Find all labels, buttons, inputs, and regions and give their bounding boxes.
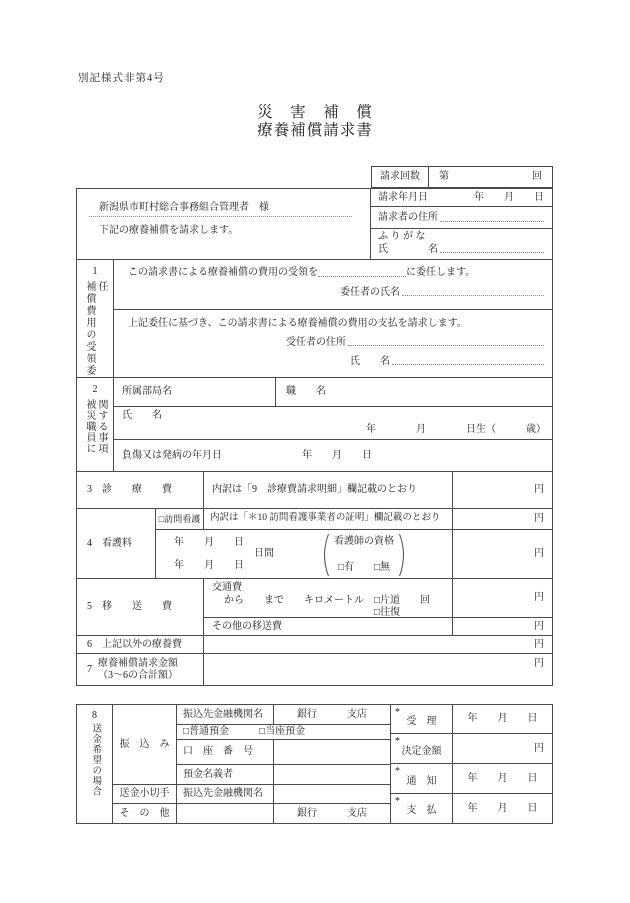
section-2-label-cell [77,378,114,471]
one-way-checkbox: □片道 回 [374,595,431,606]
section-7-label-line1: 療養補償請求金額 [98,657,178,669]
claim-count-box [371,166,553,188]
care-days: 日間 [254,548,274,559]
section-5-label: 5 移 送 費 [77,579,204,635]
office-payment-label: 支 払 [406,805,437,816]
other-transport-label: その他の移送費 [204,618,453,635]
form-title [0,104,630,140]
delegator-name-label: 委任者の氏名 [340,287,400,298]
section-2-side-label-right: 関する事項 [96,399,107,454]
section-1-side-label: 補償費用の受領委任 [84,281,107,377]
claimant-address-label: 請求者の住所 [378,211,438,223]
left-paren-icon [319,533,330,577]
section-3 [77,472,552,509]
addressee: 新潟県市町村総合事務組合管理者 様 [89,202,352,217]
addressee-cell [77,189,371,259]
dotted-line [348,337,544,346]
claim-count-prefix: 第 [439,171,449,182]
bank-detail-column [177,705,391,823]
payment-request-row [114,310,552,377]
section-5b-amount: 円 [534,620,544,632]
method-furikomi: 振 込 み [113,705,176,785]
visit-care-checkbox: □訪問看護 [156,509,204,529]
payment-statement: 上記委任に基づき、この請求書による療養補償の費用の支払を請求します。 [128,318,467,329]
claim-count-label: 請求回数 [372,167,429,187]
delegatee-address-label: 受任者の住所 [286,337,346,348]
office-payment-date: 年 月 日 [467,802,538,814]
injury-date-units: 年 月 日 [302,449,372,461]
account-number-field [274,740,390,764]
section-3-amount: 円 [534,484,544,495]
claimant-name-row [371,229,552,259]
remittance-table [76,704,553,824]
position-cell: 職 名 [286,386,326,397]
check-bank-field [274,785,390,803]
section-2-number: 2 [92,384,98,395]
office-receipt-cell [391,705,452,734]
claim-date-units: 年 月 日 [474,191,544,203]
section-4-label: 4 看護料 [77,509,156,578]
nurse-qualification-label: 看護師の資格 [334,536,394,547]
office-notice-label: 通 知 [406,776,437,787]
dotted-line [440,244,544,253]
birth-date-units: 年 月 日生（ 歳） [366,424,546,435]
care-date-to: 年 月 日 [174,560,244,571]
title-line-1: 災 害 補 償 [257,104,373,121]
dotted-line [440,213,544,222]
section-5a-amount: 円 [534,592,544,603]
asterisk: * [395,736,400,747]
claimant-block [371,189,552,259]
method-check: 送金小切手 [113,785,176,804]
section-6 [77,636,552,654]
right-paren-icon [398,533,409,577]
header-block [77,189,552,260]
claim-count-value [429,167,552,187]
account-holder-label: 預金名義者 [177,765,274,784]
furigana-label: ふ り が な [378,231,426,242]
asterisk: * [395,707,400,718]
method-other: そ の 他 [119,807,170,819]
section-4a-amount: 円 [534,513,544,524]
doc-number: 別記様式非第4号 [78,73,165,84]
office-notice-cell [391,764,452,794]
section-6-label: 6 上記以外の療養費 [77,636,204,653]
section-7-amount: 円 [534,658,544,669]
care-period-cell [156,530,453,578]
claim-date-row [371,189,552,207]
section-2-side-label-left: 被災職員に [84,399,95,454]
injury-date-label: 負傷又は発病の年月日 [122,449,222,461]
claim-date-label: 請求年月日 [378,191,428,203]
transport-label: 交通費 [212,582,242,593]
round-trip-checkbox: □往復 [374,607,401,618]
section-1 [77,260,552,378]
title-line-2: 療養補償請求書 [257,122,373,139]
employee-name-label: 氏 名 [122,410,162,421]
transport-cell [204,579,453,617]
office-receipt-date: 年 月 日 [453,705,552,734]
method-column [113,705,177,823]
office-use-value-column [453,705,552,823]
nurse-qualification-group [319,533,409,577]
section-6-amount: 円 [534,638,544,650]
main-table [76,188,553,686]
nurse-qualification-options: □有 □無 [337,562,391,573]
section-4-description: 内訳は「＊10 訪問看護事業者の証明」欄記載のとおり [204,509,453,529]
injury-date-row [114,440,552,471]
route-line: から まで キロメートル [224,595,364,606]
request-statement: 下記の療養補償を請求します。 [99,225,239,236]
office-amount-cell [391,734,452,764]
claimant-address-row [371,207,552,229]
section-1-label-cell [77,260,114,377]
office-decided-amount: 円 [453,734,552,764]
section-7-number: 7 [87,663,92,675]
office-payment-cell [391,794,452,823]
delegate-post: に委任します。 [406,267,476,278]
section-7-label-line2: （3～6の合計額） [98,669,178,681]
delegate-pre: この請求書による療養補償の費用の受領を [128,267,318,278]
section-3-description: 内訳は「9 診療費請求明細」欄記載のとおり [204,472,453,508]
dotted-line [402,287,544,296]
section-3-label: 3 診 療 費 [77,472,204,508]
account-holder-field [274,765,390,784]
section-8-number: 8 [92,710,97,721]
other-bank-branch-text: 銀行 支店 [297,807,367,819]
office-amount-label: 決定金額 [401,746,442,757]
office-notice-date: 年 月 日 [453,764,552,794]
section-8-label-cell [77,705,113,823]
office-use-label-column [391,705,453,823]
dotted-line [318,267,406,277]
delegatee-name-label: 氏 名 [350,356,390,367]
bank-branch-text: 銀行 支店 [297,708,367,720]
asterisk: * [395,796,400,807]
check-bank-label: 振込先金融機関名 [177,785,274,803]
claimant-name-label: 氏 名 [378,244,438,255]
account-number-label: 口 座 番 号 [177,740,274,764]
section-4b-amount: 円 [534,548,544,559]
office-receipt-label: 受 理 [406,716,437,727]
asterisk: * [395,766,400,777]
delegation-row [114,260,552,310]
department-cell: 所属部局名 [114,378,276,406]
section-5 [77,579,552,636]
care-date-from: 年 月 日 [174,537,244,548]
section-4 [77,509,552,579]
dotted-line [392,356,544,365]
section-8-side-label: 送金希望の場合 [90,723,101,797]
claim-count-suffix: 回 [532,171,542,182]
other-method-field [177,804,274,823]
section-7-label-cell [77,654,204,685]
section-1-number: 1 [92,266,98,277]
employee-name-row [114,407,552,440]
deposit-type-checkboxes: □普通預金 □当座預金 [177,725,390,740]
bank-name-label: 振込先金融機関名 [177,705,274,724]
section-7 [77,654,552,685]
section-2 [77,378,552,472]
